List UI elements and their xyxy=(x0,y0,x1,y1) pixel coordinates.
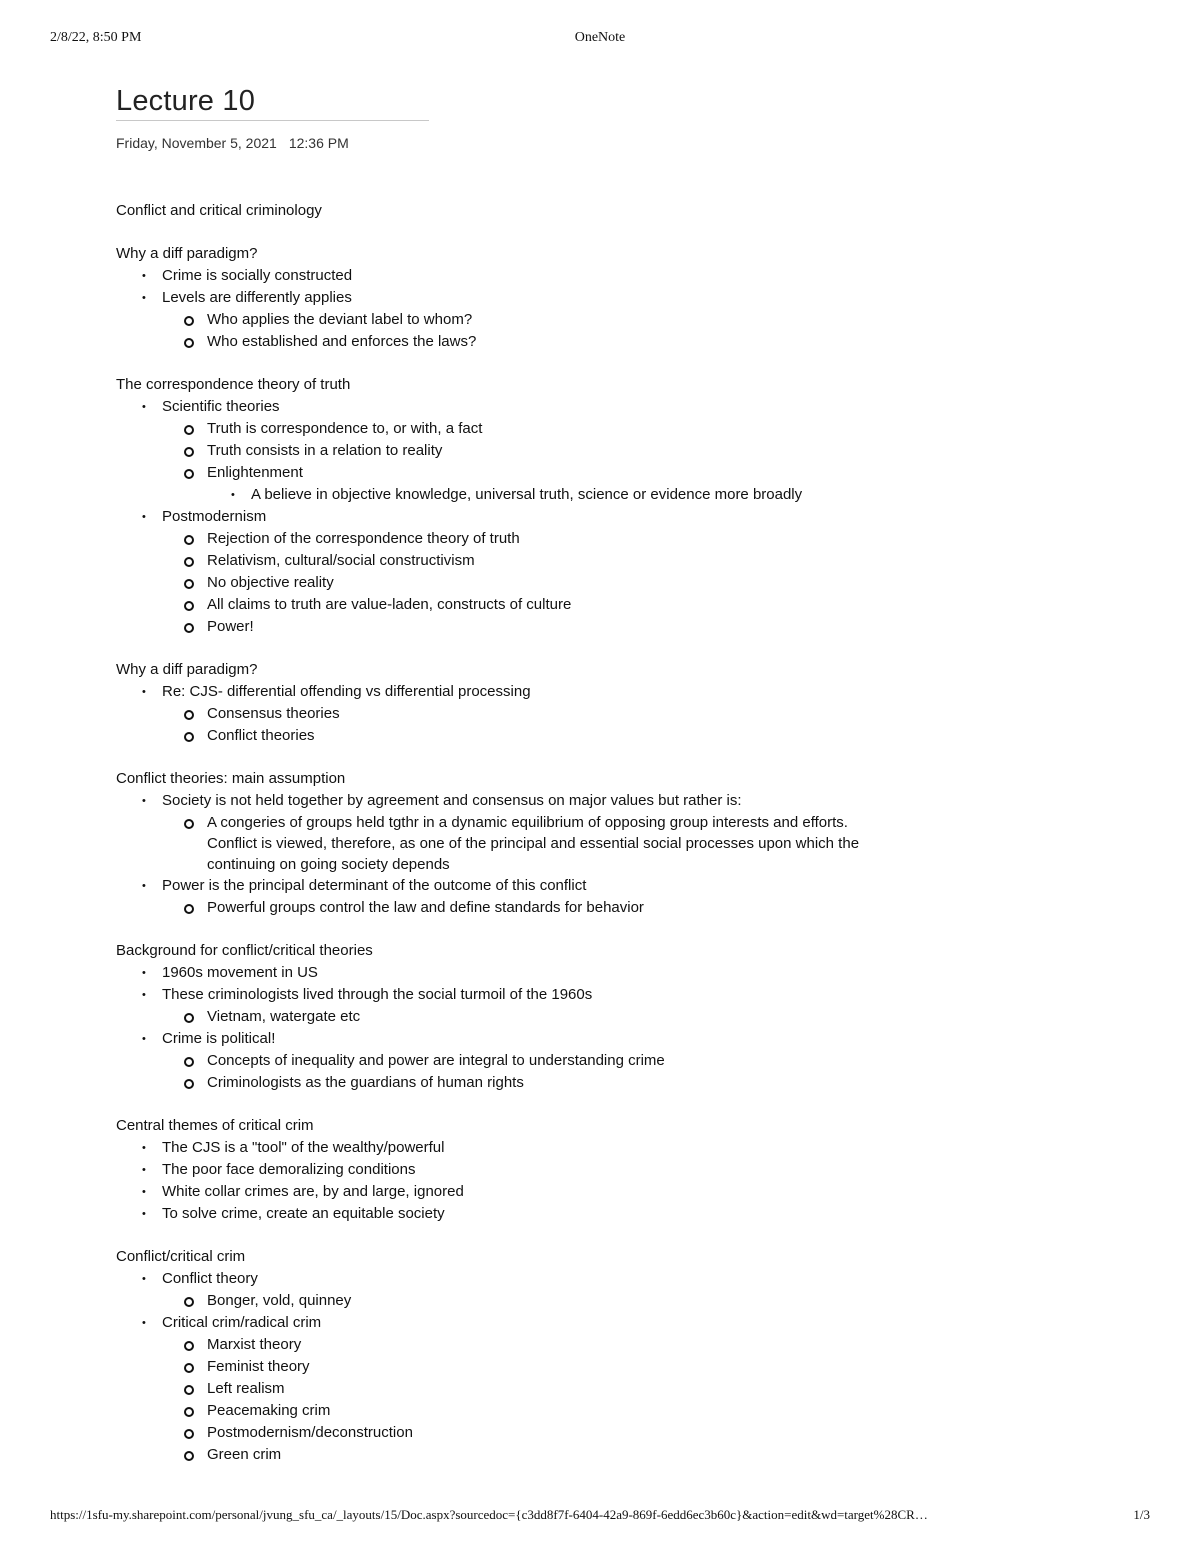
list-item xyxy=(162,703,916,725)
bullet-icon: • xyxy=(142,989,146,1001)
list-item-text: The CJS is a "tool" of the wealthy/powerful xyxy=(162,1139,445,1156)
list-item xyxy=(116,790,916,875)
bullet-list xyxy=(116,790,916,919)
list-item-text: Concepts of inequality and power are integral to understanding crime xyxy=(207,1052,665,1069)
sub-list xyxy=(162,1334,916,1466)
list-item-text: Scientific theories xyxy=(162,398,280,415)
list-item xyxy=(162,897,916,919)
list-item-text: A congeries of groups held tgthr in a dynamic equilibrium of opposing group interests and efforts. Conflict is viewed, therefore, as one of the principal and essential social processes upon which the continuing on going society depends xyxy=(207,814,860,873)
list-item-text: Critical crim/radical crim xyxy=(162,1314,322,1331)
bullet-list xyxy=(116,265,916,353)
list-item xyxy=(162,812,916,875)
list-item xyxy=(116,962,916,984)
ring-bullet-icon xyxy=(184,469,194,479)
list-item xyxy=(162,528,916,550)
ring-bullet-icon xyxy=(184,819,194,829)
sub-list xyxy=(162,1290,916,1312)
note-date: Friday, November 5, 2021 xyxy=(116,135,277,151)
list-item-text: Who established and enforces the laws? xyxy=(207,333,477,350)
list-item xyxy=(162,1050,916,1072)
list-item-text: Power is the principal determinant of the outcome of this conflict xyxy=(162,877,587,894)
list-item xyxy=(162,462,916,506)
section-heading: Conflict theories: main assumption xyxy=(116,770,346,787)
ring-bullet-icon xyxy=(184,1385,194,1395)
bullet-icon: • xyxy=(142,686,146,698)
print-date: 2/8/22, 8:50 PM xyxy=(50,30,142,45)
print-header xyxy=(50,30,1150,50)
list-item-text: All claims to truth are value-laden, constructs of culture xyxy=(207,596,572,613)
bullet-icon: • xyxy=(142,1273,146,1285)
sub-sub-list xyxy=(207,484,916,506)
list-item xyxy=(162,1356,916,1378)
ring-bullet-icon xyxy=(184,1057,194,1067)
ring-bullet-icon xyxy=(184,338,194,348)
list-item xyxy=(116,1312,916,1466)
list-item-text: The poor face demoralizing conditions xyxy=(162,1161,416,1178)
ring-bullet-icon xyxy=(184,1429,194,1439)
list-item xyxy=(162,331,916,353)
section-heading: Central themes of critical crim xyxy=(116,1117,314,1134)
ring-bullet-icon xyxy=(184,732,194,742)
print-footer xyxy=(50,1507,1150,1527)
list-item xyxy=(116,265,916,287)
list-item xyxy=(116,875,916,919)
list-item-text: Criminologists as the guardians of human rights xyxy=(207,1074,524,1091)
list-item-text: Who applies the deviant label to whom? xyxy=(207,311,473,328)
list-item-text: Postmodernism xyxy=(162,508,267,525)
list-item-text: Relativism, cultural/social constructivism xyxy=(207,552,475,569)
bullet-icon: • xyxy=(142,292,146,304)
list-item xyxy=(162,1378,916,1400)
bullet-icon: • xyxy=(142,1317,146,1329)
list-item xyxy=(116,506,916,638)
ring-bullet-icon xyxy=(184,557,194,567)
list-item xyxy=(116,287,916,353)
list-item-text: Bonger, vold, quinney xyxy=(207,1292,352,1309)
note-page xyxy=(116,84,916,1466)
list-item xyxy=(116,1203,916,1225)
list-item-text: Marxist theory xyxy=(207,1336,302,1353)
bullet-icon: • xyxy=(142,1033,146,1045)
section-heading: Background for conflict/critical theories xyxy=(116,942,373,959)
list-item xyxy=(162,418,916,440)
bullet-icon: • xyxy=(142,795,146,807)
page-url[interactable]: https://1sfu-my.sharepoint.com/personal/jvung_sfu_ca/_layouts/15/Doc.aspx?sourcedoc={c3dd8f7f-6404-42a9-869f-6edd6ec3b60c}&action=edit&wd=target%28CR… xyxy=(50,1507,928,1522)
list-item-text: Levels are differently applies xyxy=(162,289,352,306)
sub-list xyxy=(162,897,916,919)
list-item-text: Truth is correspondence to, or with, a fact xyxy=(207,420,483,437)
ring-bullet-icon xyxy=(184,425,194,435)
sub-list xyxy=(162,528,916,638)
list-item-text: Truth consists in a relation to reality xyxy=(207,442,443,459)
list-item-text: These criminologists lived through the social turmoil of the 1960s xyxy=(162,986,593,1003)
list-item xyxy=(162,1290,916,1312)
list-item-text: Re: CJS- differential offending vs differential processing xyxy=(162,683,531,700)
list-item xyxy=(116,984,916,1028)
bullet-icon: • xyxy=(142,401,146,413)
note-timestamp xyxy=(116,133,916,153)
list-item-text: Postmodernism/deconstruction xyxy=(207,1424,413,1441)
ring-bullet-icon xyxy=(184,623,194,633)
bullet-list xyxy=(116,1137,916,1225)
bullet-icon: • xyxy=(231,489,235,501)
list-item-text: Consensus theories xyxy=(207,705,340,722)
list-item xyxy=(162,1334,916,1356)
ring-bullet-icon xyxy=(184,1407,194,1417)
list-item xyxy=(116,1181,916,1203)
bullet-list xyxy=(116,681,916,747)
ring-bullet-icon xyxy=(184,316,194,326)
ring-bullet-icon xyxy=(184,904,194,914)
bullet-icon: • xyxy=(142,1142,146,1154)
note-time: 12:36 PM xyxy=(288,135,349,151)
list-item xyxy=(162,1400,916,1422)
ring-bullet-icon xyxy=(184,1451,194,1461)
list-item xyxy=(116,1268,916,1312)
list-item xyxy=(162,309,916,331)
list-item xyxy=(207,484,916,506)
list-item-text: Vietnam, watergate etc xyxy=(207,1008,361,1025)
list-item xyxy=(116,396,916,506)
ring-bullet-icon xyxy=(184,601,194,611)
bullet-list xyxy=(116,396,916,638)
sub-list xyxy=(162,812,916,875)
list-item xyxy=(116,1028,916,1094)
list-item-text: Enlightenment xyxy=(207,464,303,481)
ring-bullet-icon xyxy=(184,1363,194,1373)
print-app-name: OneNote xyxy=(574,30,626,45)
sub-list xyxy=(162,309,916,353)
note-title[interactable]: Lecture 10 xyxy=(116,85,256,117)
section-heading: Conflict and critical criminology xyxy=(116,202,322,219)
ring-bullet-icon xyxy=(184,710,194,720)
bullet-icon: • xyxy=(142,880,146,892)
list-item xyxy=(116,1137,916,1159)
sub-list xyxy=(162,1006,916,1028)
bullet-icon: • xyxy=(142,1186,146,1198)
bullet-list xyxy=(116,962,916,1094)
bullet-list xyxy=(116,1268,916,1466)
list-item xyxy=(116,681,916,747)
list-item-text: Green crim xyxy=(207,1446,282,1463)
list-item-text: Feminist theory xyxy=(207,1358,310,1375)
list-item xyxy=(162,440,916,462)
ring-bullet-icon xyxy=(184,579,194,589)
list-item-text: Peacemaking crim xyxy=(207,1402,331,1419)
list-item-text: Society is not held together by agreement and consensus on major values but rather is: xyxy=(162,792,742,809)
section-heading: Why a diff paradigm? xyxy=(116,661,258,678)
note-content xyxy=(116,200,916,1466)
list-item-text: A believe in objective knowledge, universal truth, science or evidence more broadly xyxy=(251,486,803,503)
sub-list xyxy=(162,1050,916,1094)
list-item-text: Rejection of the correspondence theory of truth xyxy=(207,530,520,547)
list-item-text: Crime is socially constructed xyxy=(162,267,353,284)
list-item xyxy=(162,550,916,572)
list-item xyxy=(162,1006,916,1028)
list-item-text: Left realism xyxy=(207,1380,285,1397)
ring-bullet-icon xyxy=(184,447,194,457)
list-item xyxy=(116,1159,916,1181)
ring-bullet-icon xyxy=(184,1341,194,1351)
section-heading: The correspondence theory of truth xyxy=(116,376,351,393)
list-item-text: To solve crime, create an equitable society xyxy=(162,1205,445,1222)
list-item-text: Conflict theory xyxy=(162,1270,258,1287)
page-number: 1/3 xyxy=(1133,1507,1150,1522)
section-heading: Conflict/critical crim xyxy=(116,1248,246,1265)
bullet-icon: • xyxy=(142,270,146,282)
section-heading: Why a diff paradigm? xyxy=(116,245,258,262)
ring-bullet-icon xyxy=(184,535,194,545)
list-item-text: Power! xyxy=(207,618,254,635)
list-item xyxy=(162,1444,916,1466)
ring-bullet-icon xyxy=(184,1013,194,1023)
list-item-text: Powerful groups control the law and define standards for behavior xyxy=(207,899,644,916)
bullet-icon: • xyxy=(142,1164,146,1176)
list-item-text: Conflict theories xyxy=(207,727,315,744)
list-item xyxy=(162,1072,916,1094)
list-item-text: No objective reality xyxy=(207,574,334,591)
list-item xyxy=(162,594,916,616)
bullet-icon: • xyxy=(142,967,146,979)
list-item-text: White collar crimes are, by and large, ignored xyxy=(162,1183,464,1200)
list-item xyxy=(162,1422,916,1444)
sub-list xyxy=(162,418,916,506)
note-title-container xyxy=(116,84,429,121)
list-item xyxy=(162,725,916,747)
ring-bullet-icon xyxy=(184,1297,194,1307)
ring-bullet-icon xyxy=(184,1079,194,1089)
list-item xyxy=(162,572,916,594)
list-item-text: 1960s movement in US xyxy=(162,964,318,981)
bullet-icon: • xyxy=(142,1208,146,1220)
bullet-icon: • xyxy=(142,511,146,523)
sub-list xyxy=(162,703,916,747)
list-item xyxy=(162,616,916,638)
list-item-text: Crime is political! xyxy=(162,1030,276,1047)
